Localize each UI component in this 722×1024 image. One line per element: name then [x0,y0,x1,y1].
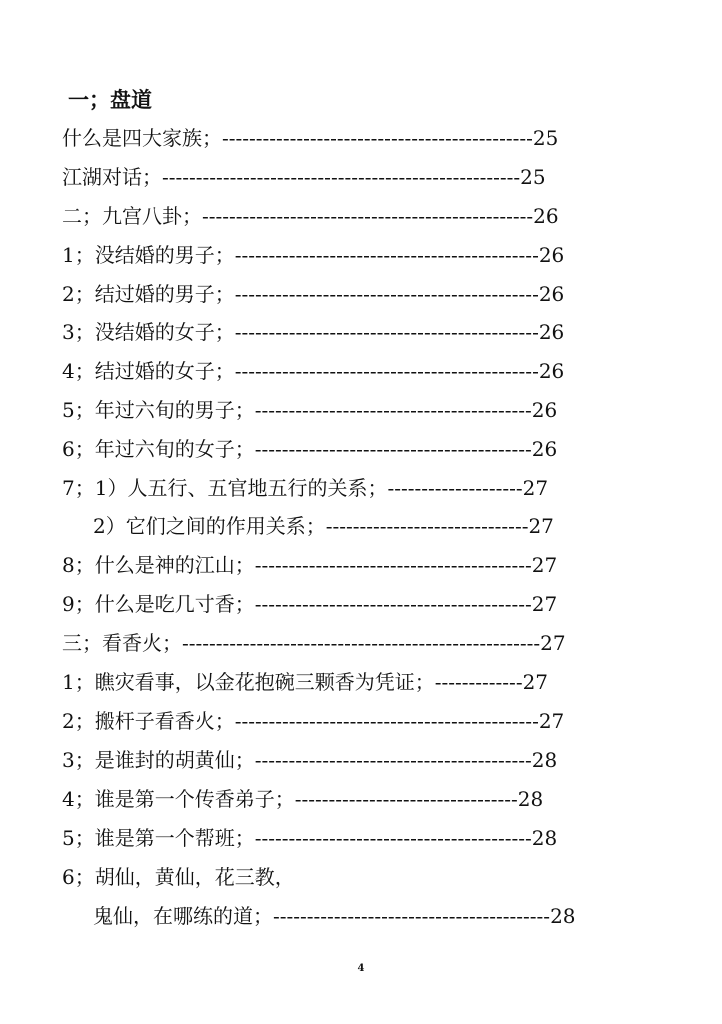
toc-entry: 7；1）人五行、五官地五行的关系；--------------------27 [62,476,549,500]
toc-entry: 4；结过婚的女子；---------------------------------------------26 [62,359,565,383]
toc-entry: 6；年过六旬的女子；-----------------------------------------26 [62,437,558,461]
toc-entry: 4；谁是第一个传香弟子；---------------------------------28 [62,787,544,811]
toc-section-heading: 三；看香火；-----------------------------------------------------27 [62,631,566,655]
toc-entry: 江湖对话；-----------------------------------------------------25 [62,165,546,189]
toc-entry: 6；胡仙，黄仙，花三教， [62,865,295,889]
toc-entry: 3；是谁封的胡黄仙；-----------------------------------------28 [62,748,558,772]
toc-section-heading: 一；盘道 [68,87,152,112]
toc-subentry: 2）它们之间的作用关系；------------------------------27 [93,514,554,538]
page-number: 4 [357,963,365,974]
toc-entry: 8；什么是神的江山；-----------------------------------------27 [62,553,558,577]
toc-entry: 9；什么是吃几寸香；-----------------------------------------27 [62,592,558,616]
toc-entry: 5；谁是第一个帮班；-----------------------------------------28 [62,826,558,850]
toc-entry: 3；没结婚的女子；---------------------------------------------26 [62,320,565,344]
toc-section-heading: 二；九宫八卦；-------------------------------------------------26 [62,204,559,228]
toc-entry: 1；瞧灾看事，以金花抱碗三颗香为凭证；-------------27 [62,670,549,694]
toc-entry: 什么是四大家族；----------------------------------------------25 [62,126,559,150]
toc-entry: 2；搬杆子看香火；---------------------------------------------27 [62,709,565,733]
toc-entry: 1；没结婚的男子；---------------------------------------------26 [62,243,565,267]
toc-subentry: 鬼仙，在哪练的道；-----------------------------------------28 [93,904,576,928]
toc-entry: 5；年过六旬的男子；-----------------------------------------26 [62,398,558,422]
toc-entry: 2；结过婚的男子；---------------------------------------------26 [62,282,565,306]
